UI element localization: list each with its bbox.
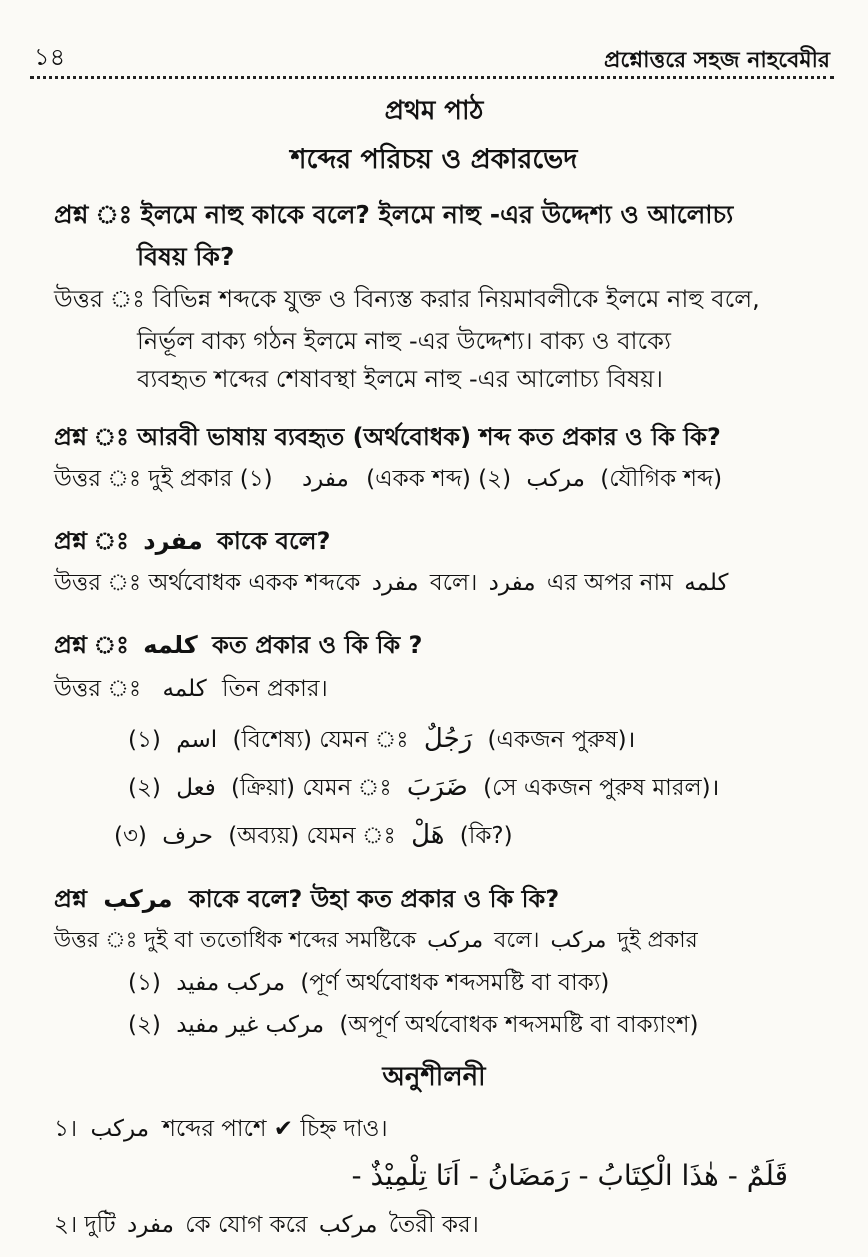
murakkab-item-num: (২) — [128, 1012, 161, 1038]
page-number: ১৪ — [34, 43, 66, 71]
kalima-item-bn: (অব্যয়) যেমন ঃ — [228, 823, 396, 849]
kalima-item-example: هَلْ — [411, 820, 445, 850]
q5-answer-arabic2: مركب — [550, 928, 607, 953]
q1-answer-line2: নির্ভূল বাক্য গঠন ইলমে নাহু -এর উদ্দেশ্য। বাক্য ও বাক্যে — [137, 327, 671, 355]
q4-question — [54, 628, 422, 662]
q1-answer-line1: উত্তর ঃ বিভিন্ন শব্দকে যুক্ত ও বিন্যস্ত করার নিয়মাবলীকে ইলমে নাহু বলে, — [54, 285, 760, 313]
q2-murakkab: مركب — [526, 466, 585, 492]
q3-question — [54, 524, 330, 558]
exercise-item-2-text-b: কে যোগ করে — [185, 1212, 308, 1238]
q5-answer — [54, 924, 698, 958]
kalima-item-arabic: حرف — [162, 823, 213, 849]
list-item — [128, 722, 635, 757]
q1-answer-line3: ব্যবহৃত শব্দের শেষাবস্থা ইলমে নাহু -এর আলোচ্য বিষয়। — [137, 365, 663, 393]
q3-answer — [54, 566, 732, 600]
q2-mufrad: مفرد — [301, 466, 349, 492]
q4-answer — [54, 672, 328, 706]
q2-murakkab-gloss: (যৌগিক শব্দ) — [600, 466, 723, 492]
q5-question-prefix: প্রশ্ন — [54, 885, 88, 913]
kalima-item-meaning: (একজন পুরুষ)। — [487, 727, 636, 753]
exercise-item-2-arabic1: مفرد — [127, 1212, 174, 1238]
q3-answer-arabic1: مفرد — [371, 570, 419, 596]
exercise-item-2-arabic2: مركب — [318, 1212, 378, 1238]
q5-question-arabic: مركب — [103, 885, 173, 913]
exercise-item-1-text-b: চিহ্ন দাও। — [300, 1116, 388, 1142]
q5-answer-prefix: উত্তর ঃ দুই বা ততোধিক শব্দের সমষ্টিকে — [54, 928, 417, 953]
murakkab-item-arabic: مركب غير مفيد — [176, 1012, 325, 1038]
q3-answer-arabic2: مفرد — [488, 570, 536, 596]
exercise-item-2-text-c: তৈরী কর। — [388, 1212, 479, 1238]
q3-question-prefix: প্রশ্ন ঃ — [54, 527, 129, 555]
lesson-title: প্রথম পাঠ — [384, 96, 484, 126]
q1-question-line2: বিষয় কি? — [137, 242, 235, 271]
kalima-item-meaning: (কি?) — [459, 823, 513, 849]
q3-question-arabic: مفرد — [143, 527, 203, 555]
kalima-item-num: (১) — [128, 727, 161, 753]
kalima-item-bn: (ক্রিয়া) যেমন ঃ — [231, 775, 392, 801]
q3-answer-mid2: এর অপর নাম — [546, 570, 673, 596]
exercise-item-1-words: قَلَمٌ - هٰذَا الْكِتَابُ - رَمَضَانُ - اَنَا تِلْمِيْذٌ - — [351, 1159, 788, 1192]
exercise-item-1 — [54, 1112, 388, 1146]
list-item — [114, 818, 513, 853]
book-title: প্রশ্নোত্তরে সহজ নাহবেমীর — [603, 48, 830, 73]
checkmark-icon: ✔ — [273, 1116, 294, 1142]
q4-answer-prefix: উত্তর ঃ — [54, 676, 142, 702]
q5-answer-suffix: দুই প্রকার — [617, 928, 698, 953]
murakkab-item-arabic: مركب مفيد — [176, 970, 286, 996]
kalima-item-bn: (বিশেষ্য) যেমন ঃ — [232, 727, 409, 753]
q4-question-arabic: كلمه — [143, 631, 198, 659]
murakkab-item-meaning: (অপূর্ণ অর্থবোধক শব্দসমষ্টি বা বাক্যাংশ) — [339, 1012, 699, 1038]
kalima-item-arabic: اسم — [176, 727, 218, 753]
header-divider — [30, 76, 834, 79]
q3-answer-arabic3: كلمه — [684, 570, 729, 596]
exercise-item-2 — [54, 1208, 479, 1242]
list-item — [128, 966, 609, 1000]
q4-answer-suffix: তিন প্রকার। — [222, 676, 328, 702]
list-item — [128, 770, 719, 805]
kalima-item-example: رَجُلٌ — [423, 724, 473, 754]
exercise-item-1-arabic: مركب — [90, 1116, 150, 1142]
q2-answer-prefix: উত্তর ঃ দুই প্রকার (১) — [54, 466, 273, 492]
list-item — [128, 1008, 698, 1042]
q3-answer-prefix: উত্তর ঃ অর্থবোধক একক শব্দকে — [54, 570, 361, 596]
kalima-item-meaning: (সে একজন পুরুষ মারল)। — [483, 775, 720, 801]
q4-question-suffix: কত প্রকার ও কি কি ? — [212, 631, 423, 659]
kalima-item-example: ضَرَبَ — [406, 772, 468, 802]
exercise-item-1-num: ১। — [54, 1116, 78, 1142]
q3-question-suffix: কাকে বলে? — [217, 527, 331, 555]
kalima-item-num: (২) — [128, 775, 161, 801]
exercise-title: অনুশীলনী — [382, 1062, 486, 1092]
q2-question: প্রশ্ন ঃ আরবী ভাষায় ব্যবহৃত (অর্থবোধক) শব্দ কত প্রকার ও কি কি? — [54, 423, 721, 451]
exercise-item-2-text-a: দুটি — [84, 1212, 116, 1238]
q1-question-line1: প্রশ্ন ঃ ইলমে নাহু কাকে বলে? ইলমে নাহু -এর উদ্দেশ্য ও আলোচ্য — [54, 200, 734, 229]
q5-question-suffix: কাকে বলে? উহা কত প্রকার ও কি কি? — [188, 885, 560, 913]
lesson-subtitle: শব্দের পরিচয় ও প্রকারভেদ — [290, 144, 578, 175]
q5-answer-mid: বলে। — [494, 928, 540, 953]
q5-question — [54, 882, 559, 916]
exercise-item-1-text-a: শব্দের পাশে — [162, 1116, 267, 1142]
q2-mufrad-gloss: (একক শব্দ) (২) — [366, 466, 512, 492]
q4-question-prefix: প্রশ্ন ঃ — [54, 631, 129, 659]
q2-answer — [54, 462, 722, 496]
q4-answer-arabic: كلمه — [162, 676, 207, 702]
kalima-item-arabic: فعل — [176, 775, 216, 801]
murakkab-item-meaning: (পূর্ণ অর্থবোধক শব্দসমষ্টি বা বাক্য) — [300, 970, 610, 996]
exercise-item-2-num: ২। — [54, 1212, 78, 1238]
kalima-item-num: (৩) — [114, 823, 147, 849]
q5-answer-arabic1: مركب — [427, 928, 484, 953]
q3-answer-mid: বলে। — [429, 570, 478, 596]
murakkab-item-num: (১) — [128, 970, 161, 996]
